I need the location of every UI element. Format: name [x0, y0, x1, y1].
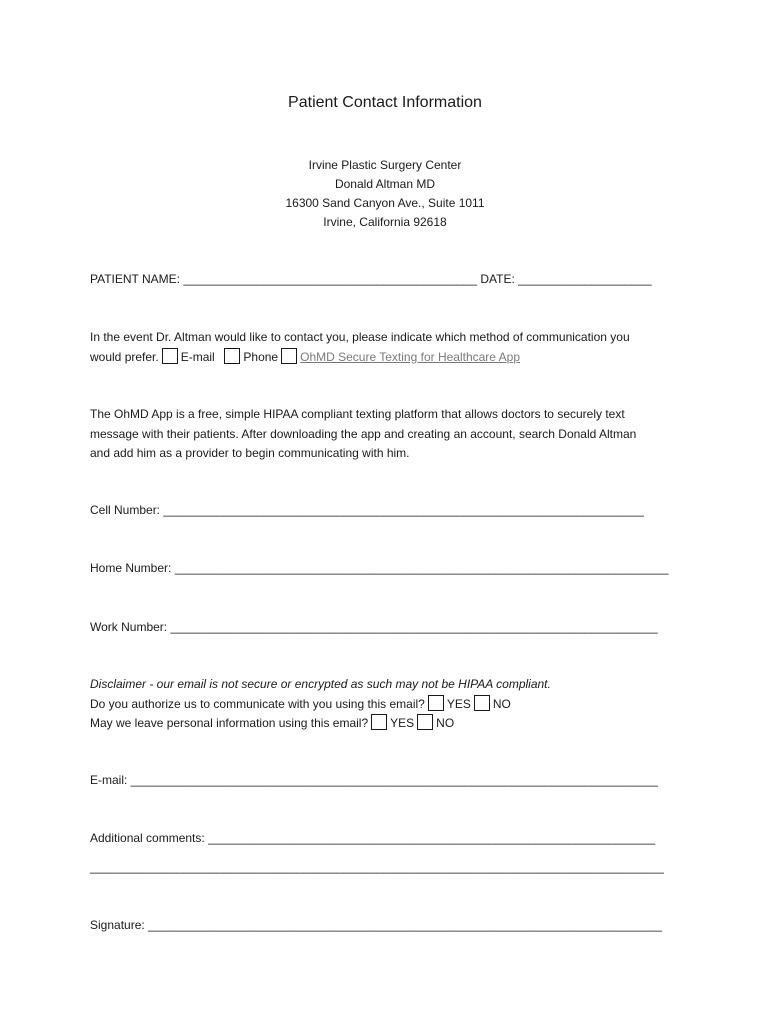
email-row: [90, 771, 658, 790]
comments-label: Additional comments:: [90, 831, 209, 845]
email-field[interactable]: _______________________________________________________________________________: [130, 773, 658, 787]
comments-row-2: [90, 858, 664, 877]
home-number-row: [90, 559, 669, 578]
authorize-yes-label: YES: [446, 696, 471, 711]
authorize-no-label: NO: [492, 696, 511, 711]
comments-field[interactable]: ___________________________________________________________________: [208, 831, 656, 845]
date-label: DATE:: [477, 272, 519, 286]
personal-info-yes-label: YES: [390, 716, 415, 730]
street-address: 16300 Sand Canyon Ave., Suite 1011: [285, 196, 485, 210]
practice-name: Irvine Plastic Surgery Center: [308, 158, 462, 172]
comments-field-line-2[interactable]: ______________________________________________________________________________________: [90, 860, 664, 874]
ohmd-app-link[interactable]: OhMD Secure Texting for Healthcare App: [300, 349, 520, 364]
email-disclaimer: [90, 675, 690, 734]
communication-preference: [90, 328, 690, 367]
email-option-label: E-mail: [180, 349, 215, 364]
authorize-no-checkbox[interactable]: [474, 695, 490, 711]
communication-line-2: [90, 348, 690, 368]
authorize-yes-checkbox[interactable]: [428, 695, 444, 711]
patient-name-field[interactable]: ____________________________________________: [183, 272, 478, 286]
date-field[interactable]: ____________________: [518, 272, 652, 286]
personal-info-yes-checkbox[interactable]: [371, 714, 387, 730]
patient-name-label: PATIENT NAME:: [90, 272, 184, 286]
cell-number-row: [90, 501, 644, 520]
personal-info-no-checkbox[interactable]: [417, 714, 433, 730]
personal-info-no-label: NO: [436, 716, 455, 730]
phone-option-label: Phone: [243, 349, 279, 364]
signature-row: [90, 916, 662, 935]
work-number-row: [90, 618, 658, 637]
ohmd-line-3: and add him as a provider to begin communicating with him.: [90, 446, 410, 460]
ohmd-line-1: The OhMD App is a free, simple HIPAA compliant texting platform that allows doctors to securely text: [90, 407, 625, 421]
ohmd-line-2: message with their patients. After downloading the app and creating an account, search Donald Altman: [90, 426, 637, 441]
practice-address: [0, 156, 770, 232]
authorize-email-question: Do you authorize us to communicate with you using this email?: [90, 696, 425, 711]
work-number-field[interactable]: _________________________________________________________________________: [170, 620, 658, 634]
phone-checkbox[interactable]: [224, 348, 240, 364]
home-number-field[interactable]: __________________________________________________________________________: [174, 561, 669, 575]
cell-number-field[interactable]: ________________________________________________________________________: [163, 503, 644, 517]
ohmd-app-checkbox[interactable]: [281, 348, 297, 364]
work-number-label: Work Number:: [90, 620, 171, 634]
disclaimer-text: Disclaimer - our email is not secure or encrypted as such may not be HIPAA compliant.: [90, 677, 551, 691]
ohmd-description: [90, 405, 690, 464]
personal-info-row: [90, 714, 690, 734]
patient-name-row: [90, 270, 652, 289]
page-title: Patient Contact Information: [288, 94, 482, 111]
city-state-zip: Irvine, California 92618: [323, 215, 447, 229]
signature-label: Signature:: [90, 918, 149, 932]
signature-field[interactable]: _____________________________________________________________________________: [148, 918, 662, 932]
cell-number-label: Cell Number:: [90, 503, 164, 517]
comments-row: [90, 829, 655, 848]
personal-info-question: May we leave personal information using this email?: [90, 716, 369, 730]
email-checkbox[interactable]: [162, 348, 178, 364]
authorize-email-row: [90, 695, 690, 715]
would-prefer-text: would prefer.: [90, 349, 159, 364]
communication-line-1: In the event Dr. Altman would like to contact you, please indicate which method of communication you: [90, 330, 630, 344]
doctor-name: Donald Altman MD: [334, 177, 436, 191]
email-label: E-mail:: [90, 773, 131, 787]
home-number-label: Home Number:: [90, 561, 175, 575]
